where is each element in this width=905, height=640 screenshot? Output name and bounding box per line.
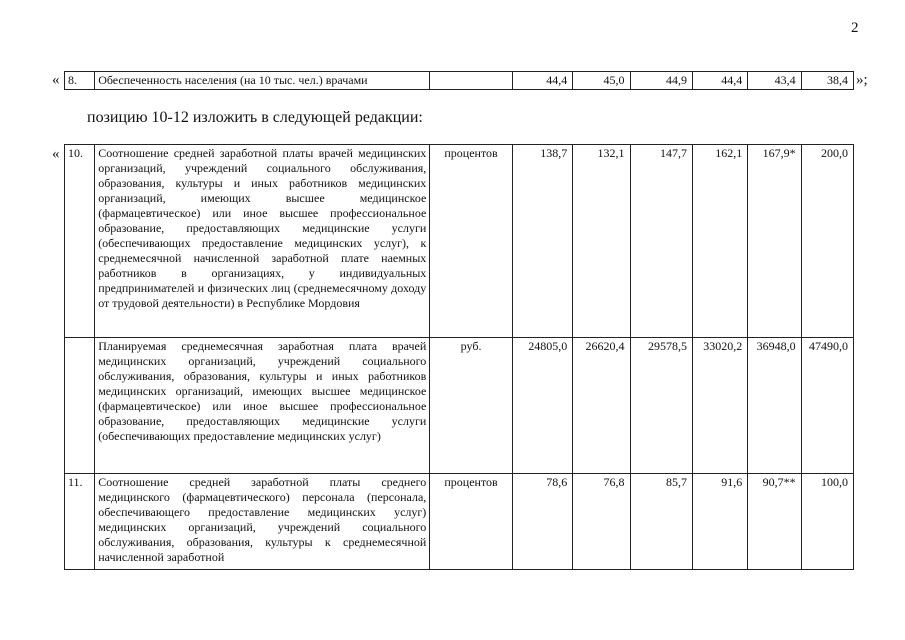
page-number: 2	[851, 20, 859, 36]
value-cell: 100,0	[801, 474, 853, 570]
value-cell: 44,4	[512, 72, 572, 90]
value-cell: 24805,0	[512, 338, 572, 474]
value-cell: 47490,0	[801, 338, 853, 474]
value-cell: 76,8	[573, 474, 630, 570]
value-cell: 26620,4	[573, 338, 630, 474]
value-cell: 33020,2	[692, 338, 747, 474]
opening-quote: «	[52, 72, 60, 88]
value-cell: 85,7	[630, 474, 692, 570]
table-row	[65, 338, 854, 474]
amended-row-8-table	[64, 71, 854, 90]
table-row	[65, 145, 854, 338]
amended-rows-table	[64, 144, 854, 570]
row-number: 10.	[65, 145, 95, 338]
indicator-name: Соотношение средней заработной платы среднего медицинского (фармацевтического) персонала (персонала, обеспечивающего предоставление медицинских услуг) медицинских организаций, учреждений социального обслуживания, образования, культуры к среднемесячной начисленной заработной	[95, 474, 430, 570]
value-cell: 91,6	[692, 474, 747, 570]
row-number: 8.	[65, 72, 95, 90]
unit: процентов	[430, 145, 513, 338]
indicator-name: Обеспеченность населения (на 10 тыс. чел.) врачами	[95, 72, 430, 90]
value-cell: 138,7	[512, 145, 572, 338]
opening-quote: «	[52, 146, 60, 162]
value-cell: 132,1	[573, 145, 630, 338]
value-cell: 29578,5	[630, 338, 692, 474]
value-cell: 78,6	[512, 474, 572, 570]
indicator-name: Планируемая среднемесячная заработная плата врачей медицинских организаций, учреждений социального обслуживания, образования, культуры и иных работников медицинских организаций, имеющих высшее медицинское (фармацевтическое) или иное высшее профессиональное образование, предоставляющих медицинские услуги (обеспечивающих предоставление медицинских услуг)	[95, 338, 430, 474]
table-row	[65, 72, 854, 90]
value-cell: 167,9*	[748, 145, 801, 338]
unit	[430, 72, 513, 90]
table-row	[65, 474, 854, 570]
value-cell: 44,4	[692, 72, 747, 90]
value-cell: 44,9	[630, 72, 692, 90]
value-cell: 38,4	[801, 72, 853, 90]
amendment-instruction: позицию 10-12 изложить в следующей редакции:	[87, 109, 423, 126]
value-cell: 36948,0	[748, 338, 801, 474]
unit: процентов	[430, 474, 513, 570]
indicator-name: Соотношение средней заработной платы врачей медицинских организаций, учреждений социального обслуживания, образования, культуры и иных работников медицинских организаций, имеющих высшее медицинское (фармацевтическое) или иное высшее профессиональное образование, предоставляющих медицинские услуги (обеспечивающих предоставление медицинских услуг), к среднемесячной начисленной заработной плате наемных работников в организациях, у индивидуальных предпринимателей и физических лиц (среднемесячному доходу от трудовой деятельности) в Республике Мордовия	[95, 145, 430, 338]
unit: руб.	[430, 338, 513, 474]
value-cell: 43,4	[748, 72, 801, 90]
value-cell: 90,7**	[748, 474, 801, 570]
value-cell: 147,7	[630, 145, 692, 338]
row-number	[65, 338, 95, 474]
value-cell: 45,0	[573, 72, 630, 90]
value-cell: 162,1	[692, 145, 747, 338]
closing-quote: »;	[856, 72, 868, 88]
value-cell: 200,0	[801, 145, 853, 338]
row-number: 11.	[65, 474, 95, 570]
